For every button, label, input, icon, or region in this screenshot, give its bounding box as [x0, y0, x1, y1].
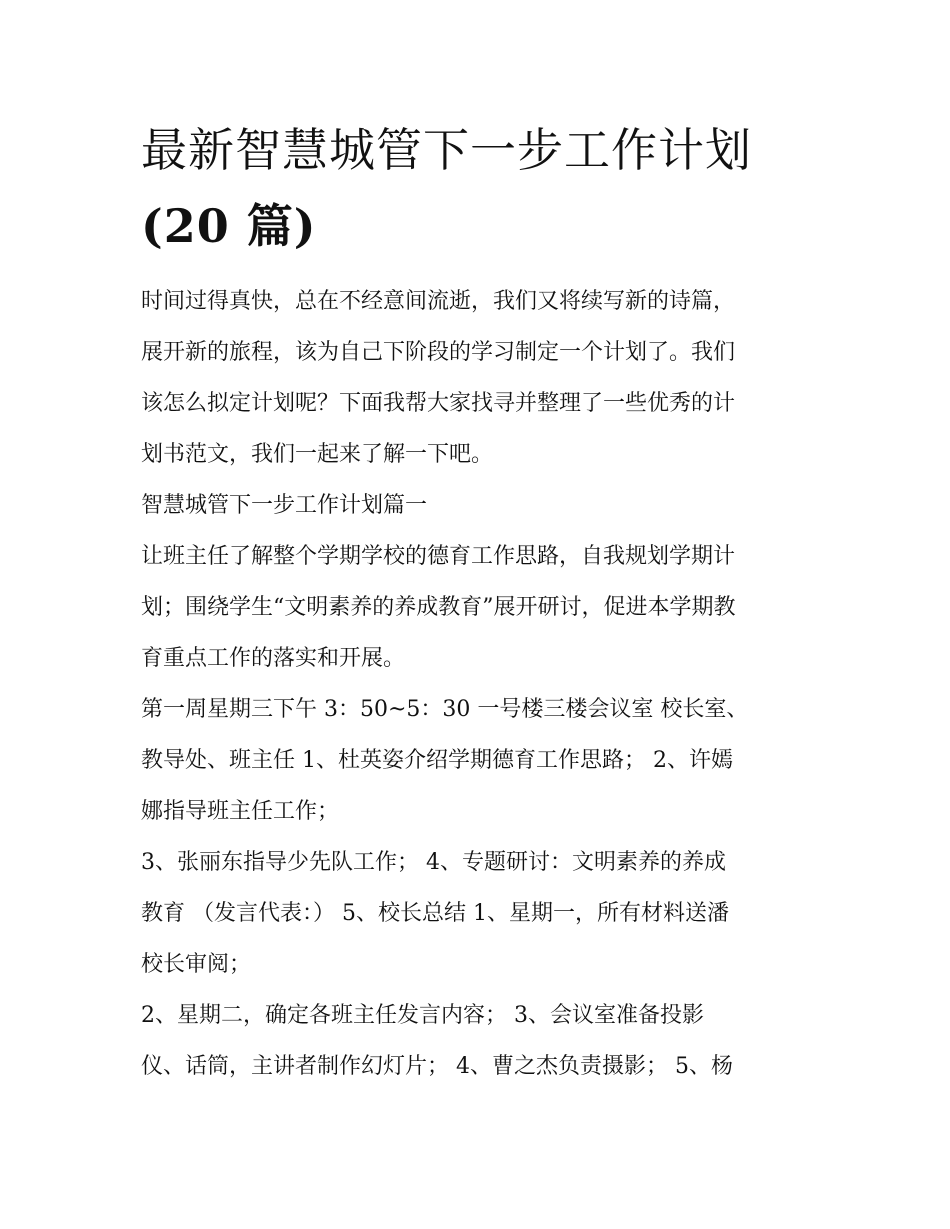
document-body [141, 112, 821, 1092]
title-line-2: (20 篇) [141, 199, 317, 253]
text-line: 第一周星期三下午 3：50~5：30 一号楼三楼会议室 校长室、 [141, 697, 749, 722]
section-heading [141, 480, 821, 531]
document-title [141, 112, 821, 264]
title-line-1: 最新智慧城管下一步工作计划 [141, 123, 752, 177]
text-line: 2、星期二，确定各班主任发言内容； 3、会议室准备投影 [141, 1003, 704, 1028]
text-line: 教导处、班主任 1、杜英姿介绍学期德育工作思路； 2、许嫣 [141, 748, 733, 773]
text-line: 该怎么拟定计划呢？下面我帮大家找寻并整理了一些优秀的计 [141, 391, 736, 416]
body-paragraph [141, 837, 821, 990]
body-paragraph [141, 531, 821, 684]
text-line: 校长审阅； [141, 952, 252, 977]
body-paragraph [141, 684, 821, 837]
text-line: 娜指导班主任工作； [141, 799, 340, 824]
text-line: 智慧城管下一步工作计划篇一 [141, 493, 428, 518]
text-line: 划；围绕学生“文明素养的养成教育”展开研讨，促进本学期教 [141, 595, 736, 620]
intro-paragraph [141, 276, 821, 480]
text-line: 3、张丽东指导少先队工作； 4、专题研讨：文明素养的养成 [141, 850, 726, 875]
text-line: 划书范文，我们一起来了解一下吧。 [141, 442, 494, 467]
text-line: 教育 （发言代表：） 5、校长总结 1、星期一，所有材料送潘 [141, 901, 729, 926]
text-line: 育重点工作的落实和开展。 [141, 646, 406, 671]
text-line: 让班主任了解整个学期学校的德育工作思路，自我规划学期计 [141, 544, 736, 569]
body-paragraph [141, 990, 821, 1092]
text-line: 时间过得真快，总在不经意间流逝，我们又将续写新的诗篇， [141, 289, 736, 314]
text-line: 展开新的旅程，该为自己下阶段的学习制定一个计划了。我们 [141, 340, 736, 365]
text-line: 仪、话筒，主讲者制作幻灯片； 4、曹之杰负责摄影； 5、杨 [141, 1054, 733, 1079]
